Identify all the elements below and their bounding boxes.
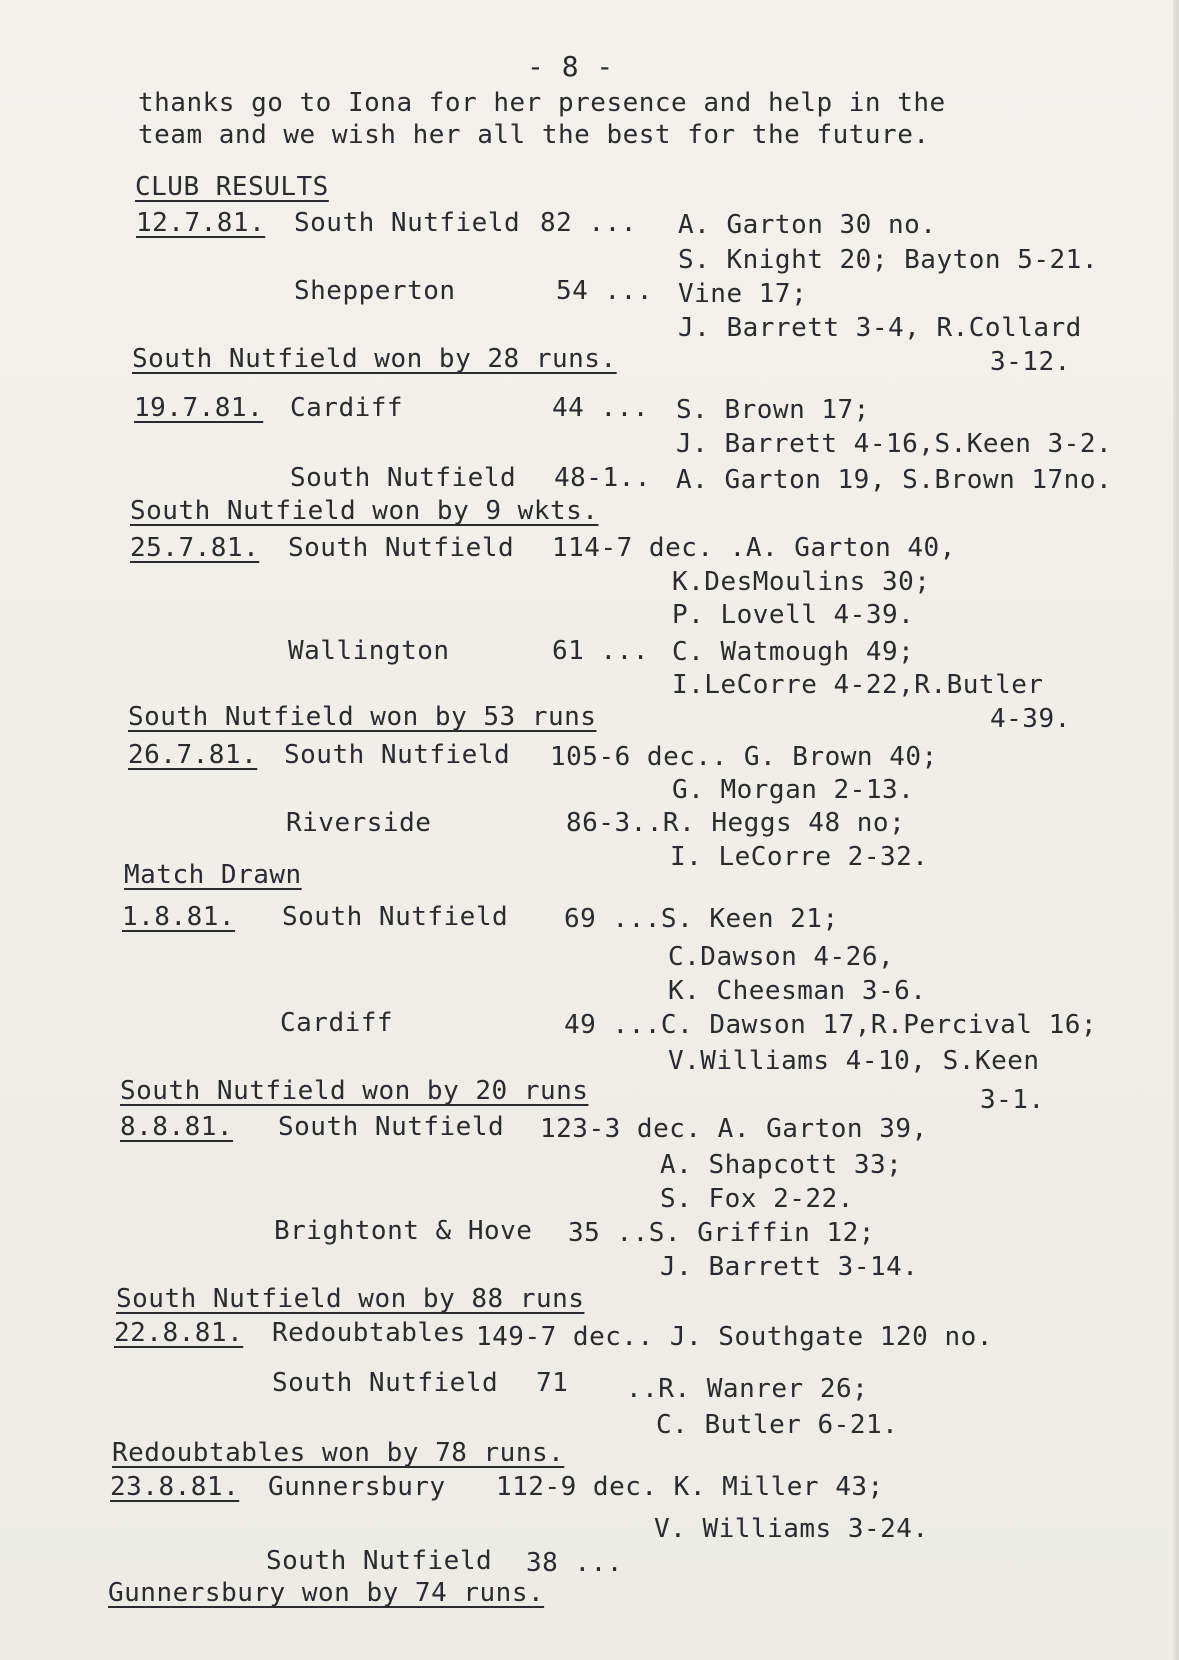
match-result: Redoubtables won by 78 runs.: [112, 1438, 565, 1468]
team-score: 54 ...: [556, 276, 653, 306]
match-date: 1.8.81.: [122, 902, 236, 932]
team-score: 69 ...S. Keen 21;: [564, 904, 839, 934]
team-score: 86-3..R. Heggs 48 no;: [566, 808, 906, 838]
team-name: Cardiff: [280, 1008, 394, 1038]
result-tail: 3-12.: [990, 347, 1071, 377]
team-score: 35 ..S. Griffin 12;: [568, 1218, 875, 1248]
team-name: Riverside: [286, 808, 432, 838]
player-notes: V.Williams 4-10, S.Keen: [668, 1046, 1040, 1076]
player-notes: J. Barrett 3-14.: [660, 1252, 919, 1282]
match-date: 8.8.81.: [120, 1112, 234, 1142]
match-result: South Nutfield won by 20 runs: [120, 1076, 589, 1106]
player-notes: I.LeCorre 4-22,R.Butler: [672, 670, 1044, 700]
team-score: 49 ...C. Dawson 17,R.Percival 16;: [564, 1010, 1098, 1040]
team-score: 48-1..: [554, 463, 651, 493]
team-score: 61 ...: [552, 636, 649, 666]
match-date: 19.7.81.: [134, 393, 264, 423]
match-date: 26.7.81.: [128, 740, 258, 770]
player-notes: A. Shapcott 33;: [660, 1150, 903, 1180]
match-date: 22.8.81.: [114, 1318, 244, 1348]
team-name: Redoubtables: [272, 1318, 466, 1348]
player-notes: A. Garton 30 no.: [678, 210, 937, 240]
player-notes: G. Morgan 2-13.: [672, 775, 915, 805]
team-score: 112-9 dec. K. Miller 43;: [496, 1472, 884, 1502]
player-notes: K.DesMoulins 30;: [672, 567, 931, 597]
player-notes: S. Knight 20; Bayton 5-21.: [678, 245, 1098, 275]
player-notes: C. Butler 6-21.: [656, 1410, 899, 1440]
player-notes: C. Watmough 49;: [672, 637, 915, 667]
team-name: Gunnersbury: [268, 1472, 446, 1502]
player-notes: C.Dawson 4-26,: [668, 942, 895, 972]
intro-line-2: team and we wish her all the best for the future.: [138, 120, 930, 150]
player-notes: I. LeCorre 2-32.: [670, 842, 929, 872]
match-date: 25.7.81.: [130, 533, 260, 563]
player-notes: A. Garton 19, S.Brown 17no.: [676, 465, 1113, 495]
team-name: Shepperton: [294, 276, 456, 306]
match-result: South Nutfield won by 28 runs.: [132, 344, 617, 374]
player-notes: V. Williams 3-24.: [654, 1514, 929, 1544]
team-name: South Nutfield: [282, 902, 509, 932]
team-name: South Nutfield: [290, 463, 517, 493]
player-notes: ..R. Wanrer 26;: [626, 1374, 869, 1404]
match-result: South Nutfield won by 53 runs: [128, 702, 597, 732]
team-name: South Nutfield: [284, 740, 511, 770]
team-name: Cardiff: [290, 393, 404, 423]
team-name: South Nutfield: [266, 1546, 493, 1576]
team-score: 149-7 dec.. J. Southgate 120 no.: [476, 1322, 993, 1352]
player-notes: Vine 17;: [678, 279, 808, 309]
section-heading: CLUB RESULTS: [135, 172, 329, 202]
team-score: 38 ...: [526, 1548, 623, 1578]
team-name: Brightont & Hove: [274, 1216, 533, 1246]
page-edge: [1173, 0, 1179, 1660]
match-date: 12.7.81.: [136, 208, 266, 238]
team-name: Wallington: [288, 636, 450, 666]
player-notes: J. Barrett 4-16,S.Keen 3-2.: [676, 429, 1113, 459]
intro-line-1: thanks go to Iona for her presence and help in the: [138, 88, 946, 118]
match-date: 23.8.81.: [110, 1472, 240, 1502]
match-result: Gunnersbury won by 74 runs.: [108, 1578, 545, 1608]
match-result: Match Drawn: [124, 860, 302, 890]
team-score: 44 ...: [552, 393, 649, 423]
team-name: South Nutfield: [278, 1112, 505, 1142]
result-tail: 3-1.: [980, 1085, 1045, 1115]
team-score: 71: [536, 1368, 569, 1398]
team-score: 82 ...: [540, 208, 637, 238]
player-notes: K. Cheesman 3-6.: [668, 976, 927, 1006]
player-notes: S. Fox 2-22.: [660, 1184, 854, 1214]
team-score: 123-3 dec. A. Garton 39,: [540, 1114, 928, 1144]
team-score: 105-6 dec.. G. Brown 40;: [550, 742, 938, 772]
match-result: South Nutfield won by 88 runs: [116, 1284, 585, 1314]
team-name: South Nutfield: [294, 208, 521, 238]
team-score: 114-7 dec. .A. Garton 40,: [552, 533, 956, 563]
team-name: South Nutfield: [288, 533, 515, 563]
player-notes: J. Barrett 3-4, R.Collard: [678, 313, 1082, 343]
result-tail: 4-39.: [990, 704, 1071, 734]
match-result: South Nutfield won by 9 wkts.: [130, 496, 599, 526]
player-notes: S. Brown 17;: [676, 395, 870, 425]
player-notes: P. Lovell 4-39.: [672, 600, 915, 630]
page-number: - 8 -: [527, 50, 614, 83]
team-name: South Nutfield: [272, 1368, 499, 1398]
